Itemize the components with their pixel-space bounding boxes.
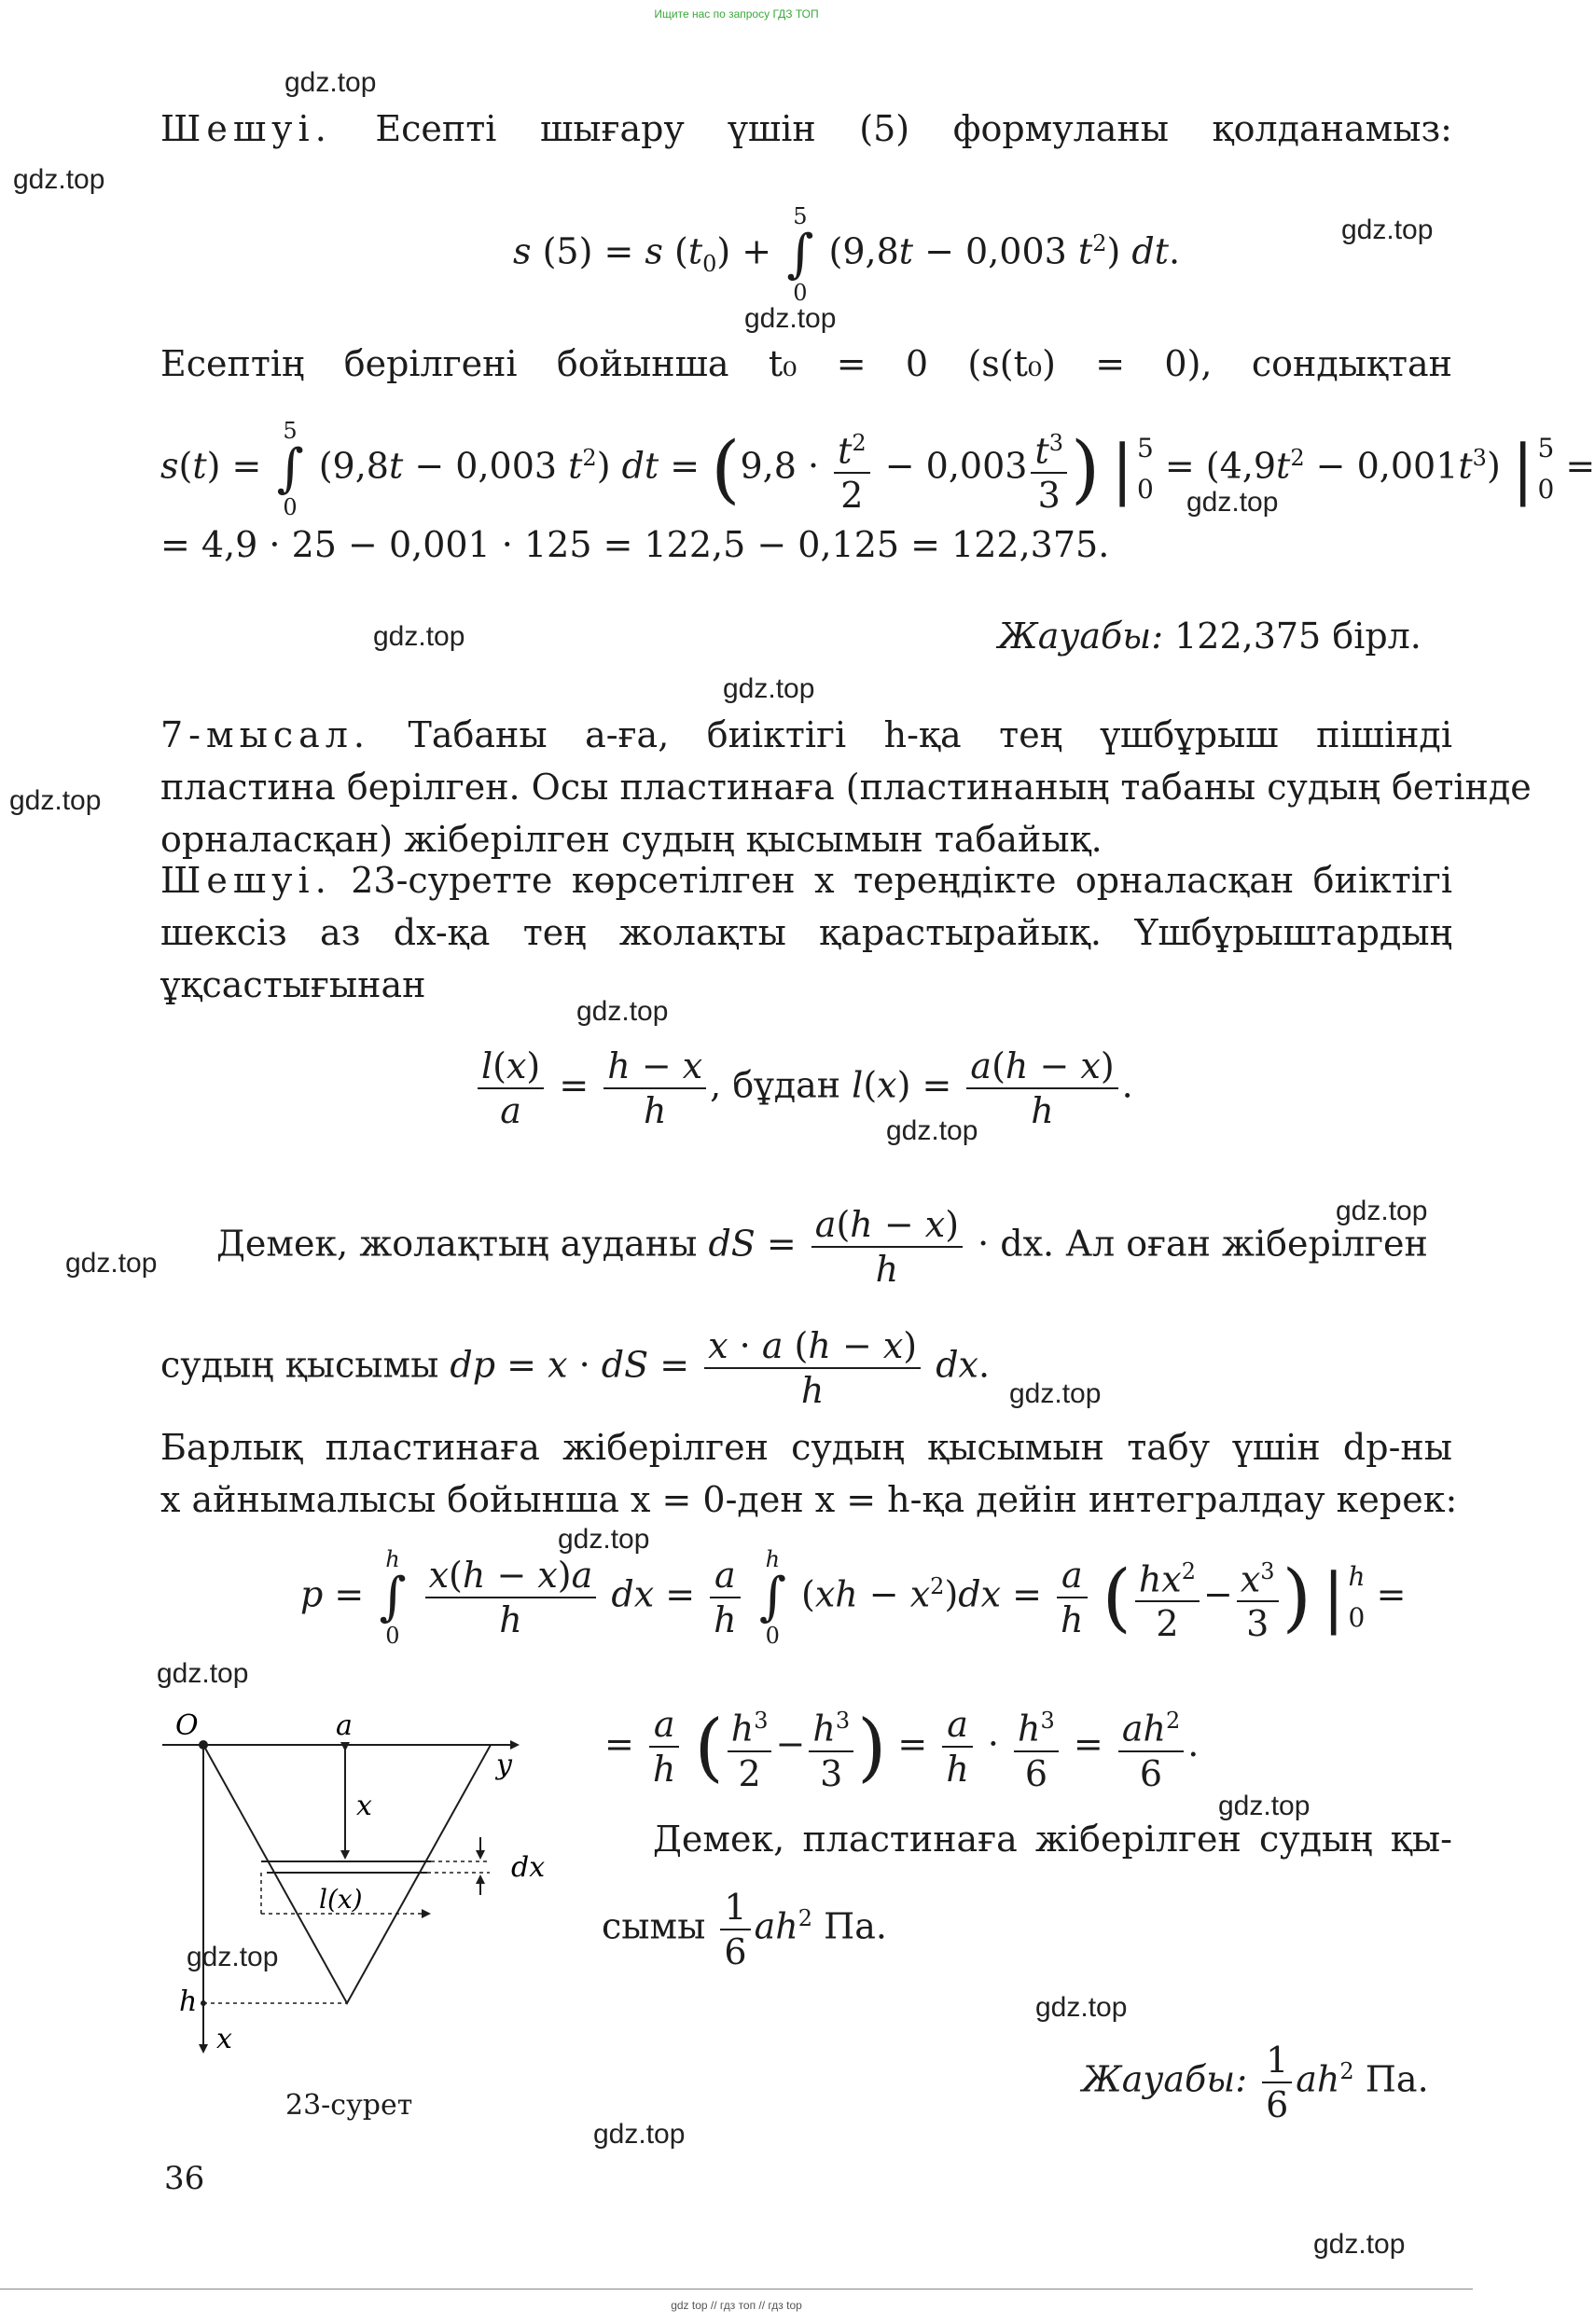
example-line-3: орналасқан) жіберілген судың қысымын табайық. — [160, 819, 1103, 860]
watermark: gdz.top — [1009, 1378, 1102, 1409]
formula-p-1: p = h ∫ 0 $\frac{x(h - x)a}{h}$ dx = $\frac{a}{h}$ h ∫ 0 $(xh - x^2)dx$ = $\frac{a}{h}$ ( $\frac{hx^2}{2}$ − $\frac{x^3}{3}$ ) | h 0 = — [300, 1546, 1407, 1649]
watermark: gdz.top — [65, 1248, 158, 1279]
solution2-line-3: ұқсастығынан — [160, 964, 426, 1005]
ratio-formula: $\frac{l(x)}{a}$ = $\frac{h - x}{h}$ , бұдан l(x) = $\frac{a(h - x)}{h}$ . — [474, 1044, 1133, 1132]
origin-point — [199, 1740, 208, 1750]
watermark: gdz.top — [157, 1658, 249, 1689]
watermark: gdz.top — [558, 1524, 650, 1555]
label-O: O — [175, 1709, 199, 1742]
watermark: gdz.top — [723, 673, 815, 704]
watermark: gdz.top — [1218, 1791, 1311, 1821]
bottom-banner: gdz top // гдз топ // гдз top — [671, 2299, 802, 2312]
watermark: gdz.top — [13, 164, 105, 195]
page-number: 36 — [164, 2160, 205, 2197]
figure-23 — [149, 1697, 560, 2061]
watermark: gdz.top — [1341, 214, 1434, 245]
watermark: gdz.top — [593, 2119, 686, 2150]
example-line-1: 7-мысал. Табаны a-ға, биіктігі h-қа тең үшбұрыш пішінді — [160, 714, 1452, 755]
formula-s5: s (5) = s $(t_0) + 5$ ∫ 0 (9,8t − 0,003 $t^2$) dt. — [513, 203, 1181, 306]
word-budan: бұдан — [732, 1064, 841, 1106]
answer-2: Жауабы: $\frac{1}{6}$ $ah^2$ Па. — [1082, 2040, 1429, 2125]
example-line-2: пластина берілген. Осы пластинаға (пластинаның табаны судың бетінде — [160, 767, 1532, 808]
intro-text: Есепті шығару үшін (5) формуланы қолданамыз: — [375, 108, 1452, 149]
conclusion-line-1: Демек, пластинаға жіберілген судың қы- — [653, 1819, 1452, 1860]
formula-result: = 4,9 · 25 − 0,001 · 125 = 122,5 − 0,125 = 122,375. — [160, 524, 1110, 565]
answer-value: 122,375 бірл. — [1174, 616, 1422, 657]
answer-label: Жауабы: — [1082, 2058, 1247, 2100]
watermark: gdz.top — [576, 996, 669, 1027]
watermark: gdz.top — [1313, 2229, 1406, 2260]
formula-s-t: s(t) = 5 ∫ 0 (9,8t − 0,003 $t^2$) dt = (9,8 · $\frac{t^2}{2}$ − 0,003 $\frac{t^3}{3}$ ) | 5 0 = $(4,9t^2 - 0,001t^3)$ | 5 0 = — [160, 418, 1595, 520]
watermark: gdz.top — [1186, 487, 1279, 518]
watermark: gdz.top — [284, 67, 377, 98]
pressure-line: судың қысымы dp = x · dS = $\frac{x \cdot a (h - x)}{h}$ dx. — [160, 1325, 991, 1411]
solution-label: Шешуі. — [160, 860, 332, 901]
given-line: Есептің берілгені бойынша t₀ = 0 (s(t₀) = 0), сондықтан — [160, 343, 1452, 384]
label-x-axis: x — [216, 2023, 232, 2055]
answer-1 — [998, 616, 1422, 657]
figure-caption: 23-сурет — [285, 2089, 413, 2122]
solution-label: Шешуі. — [160, 108, 332, 149]
solution2-line-2: шексіз аз dx-қа тең жолақты қарастырайық. Үшбұрыштардың — [160, 912, 1452, 953]
watermark: gdz.top — [1336, 1196, 1428, 1226]
watermark: gdz.top — [886, 1115, 978, 1146]
answer-label: Жауабы: — [998, 616, 1163, 657]
watermark: gdz.top — [1035, 1992, 1128, 2023]
label-h: h — [179, 1985, 198, 2018]
watermark: gdz.top — [744, 303, 837, 334]
integrate-line-2: x айнымалысы бойынша x = 0-ден x = h-қа дейін интегралдау керек: — [160, 1479, 1458, 1520]
label-x-depth: x — [356, 1790, 372, 1822]
conclusion-line-2: сымы $\frac{1}{6}$ $ah^2$ Па. — [602, 1887, 887, 1972]
formula-p-2: = $\frac{a}{h}$ ( $\frac{h^3}{2}$ − $\frac{h^3}{3}$ ) = $\frac{a}{h}$ · $\frac{h^3}{6}$ = $\frac{ah^2}{6}$ . — [604, 1699, 1199, 1795]
example-label: 7-мысал. — [160, 714, 370, 755]
integrate-line-1: Барлық пластинаға жіберілген судың қысымын табу үшін dp-ны — [160, 1427, 1452, 1468]
area-line: Демек, жолақтың ауданы dS = $\frac{a(h - x)}{h}$ · dx. Ал оған жіберілген — [216, 1204, 1428, 1290]
triangle-plate — [203, 1745, 491, 2003]
watermark: gdz.top — [187, 1942, 279, 1972]
solution2-line-1: Шешуі. 23-суретте көрсетілген x тереңдікте орналасқан биіктігі — [160, 860, 1452, 901]
watermark: gdz.top — [9, 785, 102, 816]
label-a: a — [336, 1709, 353, 1742]
watermark: gdz.top — [373, 621, 465, 652]
solution-intro — [160, 103, 1452, 155]
label-dx: dx — [511, 1851, 546, 1884]
top-banner: Ищите нас по запросу ГДЗ ТОП — [654, 7, 819, 21]
h-point — [201, 2000, 206, 2006]
label-y: y — [496, 1749, 512, 1781]
label-lx: l(x) — [319, 1884, 363, 1915]
